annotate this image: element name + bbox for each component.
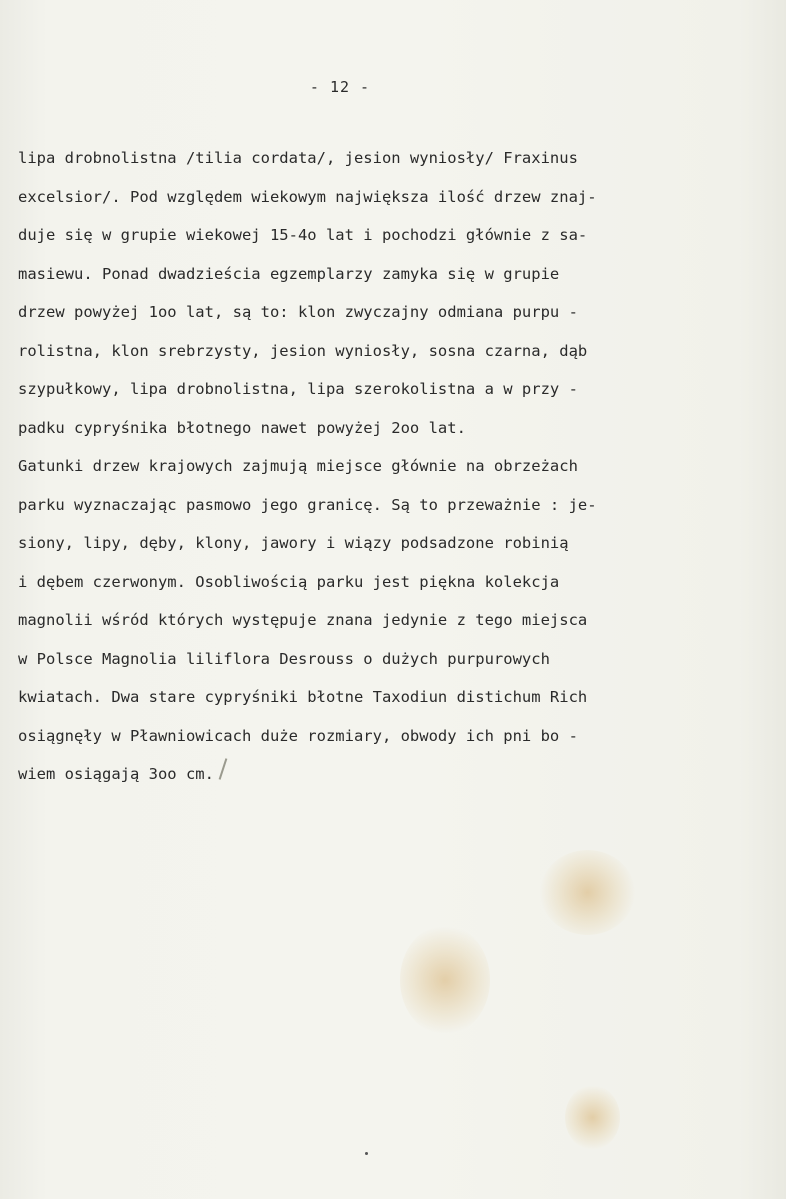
text-line: siony, lipy, dęby, klony, jawory i wiązy podsadzone robinią (18, 534, 569, 552)
text-line: wiem osiągają 3oo cm. (18, 765, 214, 783)
text-line: magnolii wśród których występuje znana jedynie z tego miejsca (18, 611, 588, 629)
text-line: kwiatach. Dwa stare cypryśniki błotne Taxodiun distichum Rich (18, 688, 588, 706)
paper-stain (400, 925, 490, 1035)
text-line: excelsior/. Pod względem wiekowym największa ilość drzew znaj- (18, 187, 597, 206)
text-line: duje się w grupie wiekowej 15-4o lat i pochodzi głównie z sa- (18, 226, 588, 244)
text-line: w Polsce Magnolia liliflora Desrouss o dużych purpurowych (18, 649, 550, 668)
text-line: parku wyznaczając pasmowo jego granicę. Są to przeważnie : je- (18, 495, 597, 514)
text-line: i dębem czerwonym. Osobliwością parku jest piękna kolekcja (18, 572, 560, 591)
text-line: Gatunki drzew krajowych zajmują miejsce głównie na obrzeżach (18, 457, 578, 475)
paper-stain (565, 1085, 620, 1150)
text-line: lipa drobnolistna /tilia cordata/, jesion wyniosły/ Fraxinus (18, 149, 578, 167)
text-line: drzew powyżej 1oo lat, są to: klon zwyczajny odmiana purpu - (18, 303, 578, 321)
body-text (18, 139, 718, 794)
paper-speck (365, 1152, 368, 1155)
text-line: osiągnęły w Pławniowicach duże rozmiary, obwody ich pni bo - (18, 726, 578, 745)
text-line: szypułkowy, lipa drobnolistna, lipa szerokolistna a w przy - (18, 380, 578, 398)
text-line: padku cypryśnika błotnego nawet powyżej 2oo lat. (18, 418, 466, 437)
text-line: masiewu. Ponad dwadzieścia egzemplarzy zamyka się w grupie (18, 264, 560, 283)
page-number: - 12 - (309, 78, 371, 96)
text-line: rolistna, klon srebrzysty, jesion wyniosły, sosna czarna, dąb (18, 341, 588, 360)
paper-stain (540, 850, 635, 935)
